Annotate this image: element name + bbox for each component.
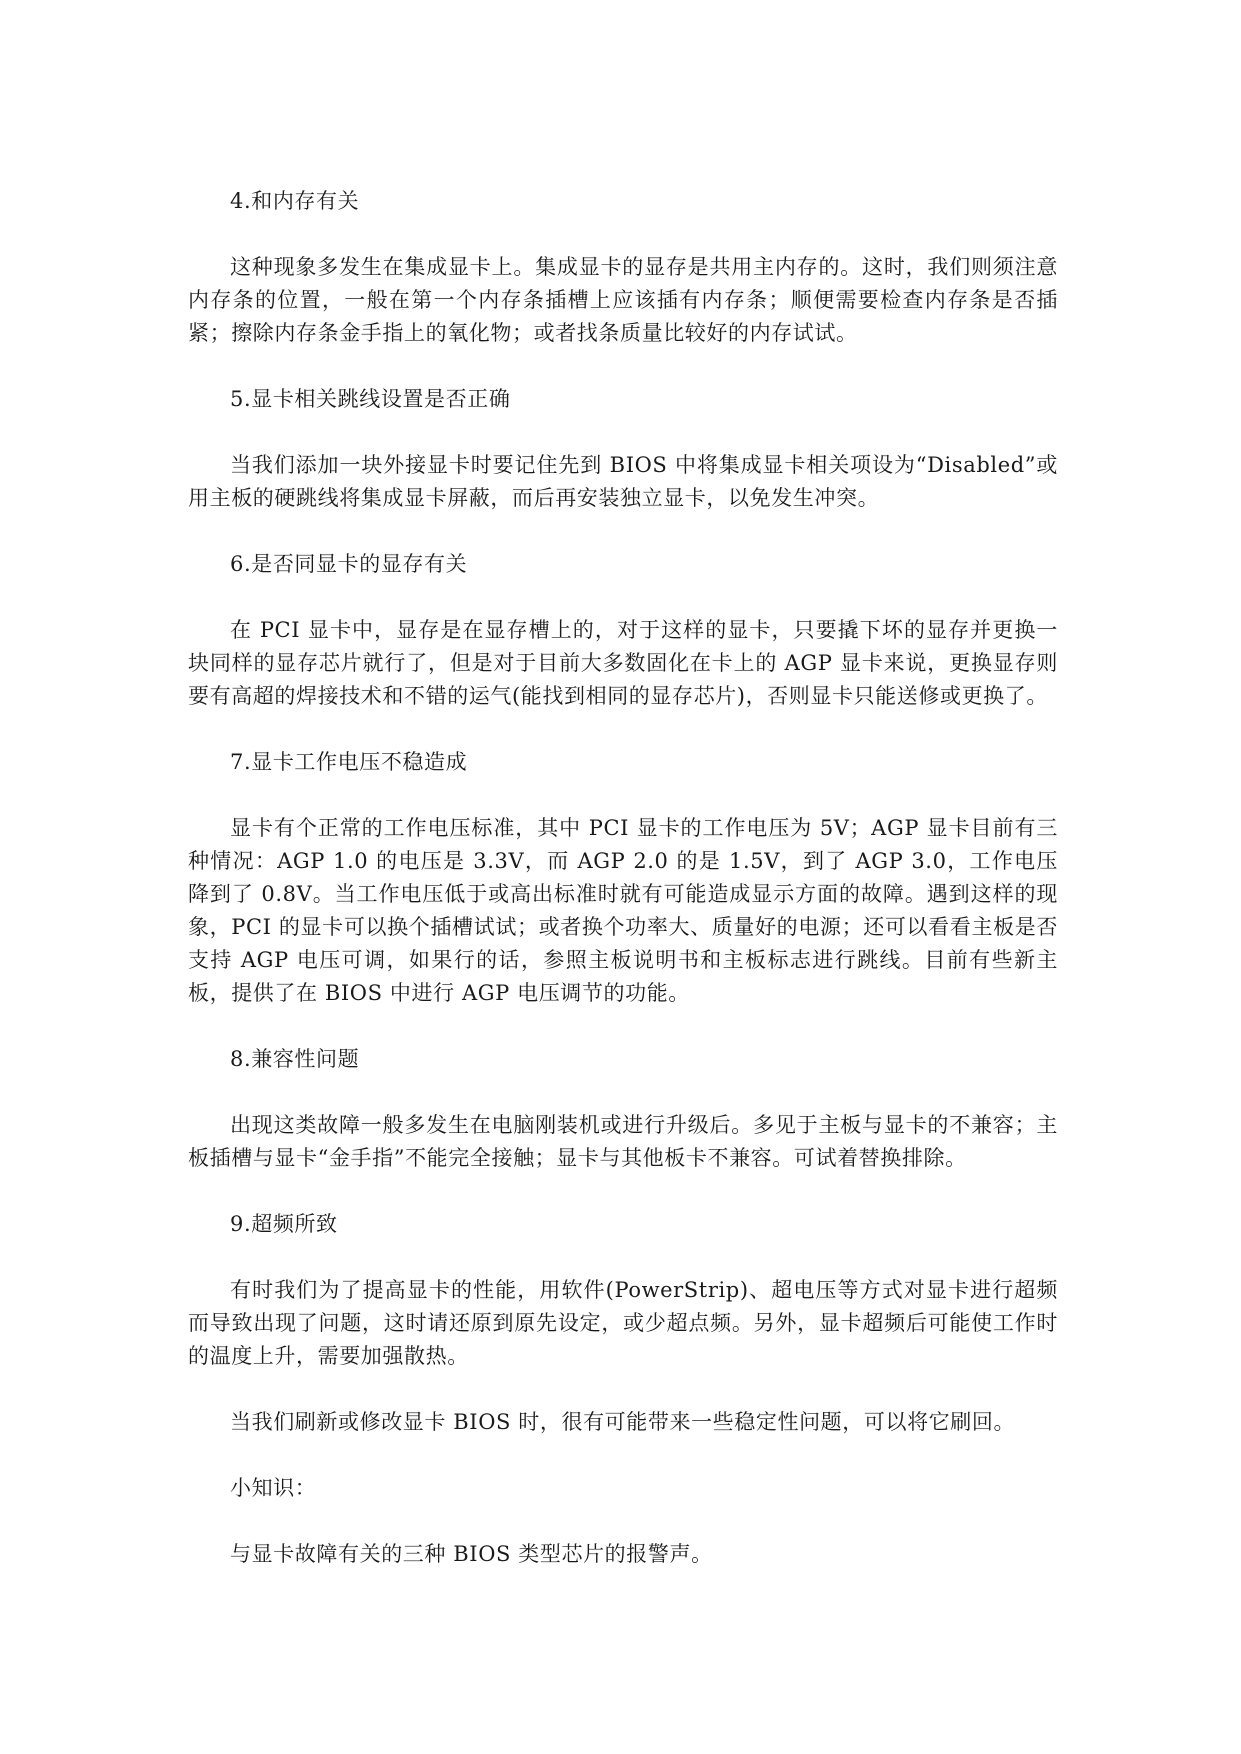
tip-heading: 小知识： [230, 1476, 317, 1500]
paragraph-voltage: 显卡有个正常的工作电压标准，其中 PCI 显卡的工作电压为 5V；AGP 显卡目前有三种情况：AGP 1.0 的电压是 3.3V，而 AGP 2.0 的是 1.5V，到了 AGP 3.0，工作电压降到了 0.8V。当工作电压低于或高出标准时就有可能造成显示方面的故障。遇到这样的现象，PCI 的显卡可以换个插槽试试；或者换个功率大、质量好的电源；还可以看看主板是否支持 AGP 电压可调，如果行的话，参照主板说明书和主板标志进行跳线。目前有些新主板，提供了在 BIOS 中进行 AGP 电压调节的功能。 [188, 816, 1058, 1005]
section-heading-jumper: 5.显卡相关跳线设置是否正确 [230, 387, 511, 411]
section-heading-memory: 4.和内存有关 [230, 189, 360, 213]
section-heading-compatibility: 8.兼容性问题 [230, 1047, 360, 1071]
paragraph-vram: 在 PCI 显卡中，显存是在显存槽上的，对于这样的显卡，只要撬下坏的显存并更换一块同样的显存芯片就行了，但是对于目前大多数固化在卡上的 AGP 显卡来说，更换显存则要有高超的焊接技术和不错的运气(能找到相同的显存芯片)，否则显卡只能送修或更换了。 [188, 618, 1058, 708]
paragraph-compatibility: 出现这类故障一般多发生在电脑刚装机或进行升级后。多见于主板与显卡的不兼容；主板插槽与显卡“金手指”不能完全接触；显卡与其他板卡不兼容。可试着替换排除。 [188, 1113, 1058, 1170]
paragraph-overclock: 有时我们为了提高显卡的性能，用软件(PowerStrip)、超电压等方式对显卡进行超频而导致出现了问题，这时请还原到原先设定，或少超点频。另外，显卡超频后可能使工作时的温度上升，需要加强散热。 [188, 1278, 1058, 1368]
document-body [188, 185, 1058, 1571]
paragraph-bios-flash: 当我们刷新或修改显卡 BIOS 时，很有可能带来一些稳定性问题，可以将它刷回。 [230, 1410, 1016, 1434]
section-heading-overclock: 9.超频所致 [230, 1212, 338, 1236]
section-heading-vram: 6.是否同显卡的显存有关 [230, 552, 468, 576]
section-heading-voltage: 7.显卡工作电压不稳造成 [230, 750, 468, 774]
paragraph-jumper: 当我们添加一块外接显卡时要记住先到 BIOS 中将集成显卡相关项设为“Disabled”或用主板的硬跳线将集成显卡屏蔽，而后再安装独立显卡，以免发生冲突。 [188, 453, 1058, 510]
paragraph-bios-beep: 与显卡故障有关的三种 BIOS 类型芯片的报警声。 [230, 1542, 713, 1566]
paragraph-memory: 这种现象多发生在集成显卡上。集成显卡的显存是共用主内存的。这时，我们则须注意内存条的位置，一般在第一个内存条插槽上应该插有内存条；顺便需要检查内存条是否插紧；擦除内存条金手指上的氧化物；或者找条质量比较好的内存试试。 [188, 255, 1058, 345]
